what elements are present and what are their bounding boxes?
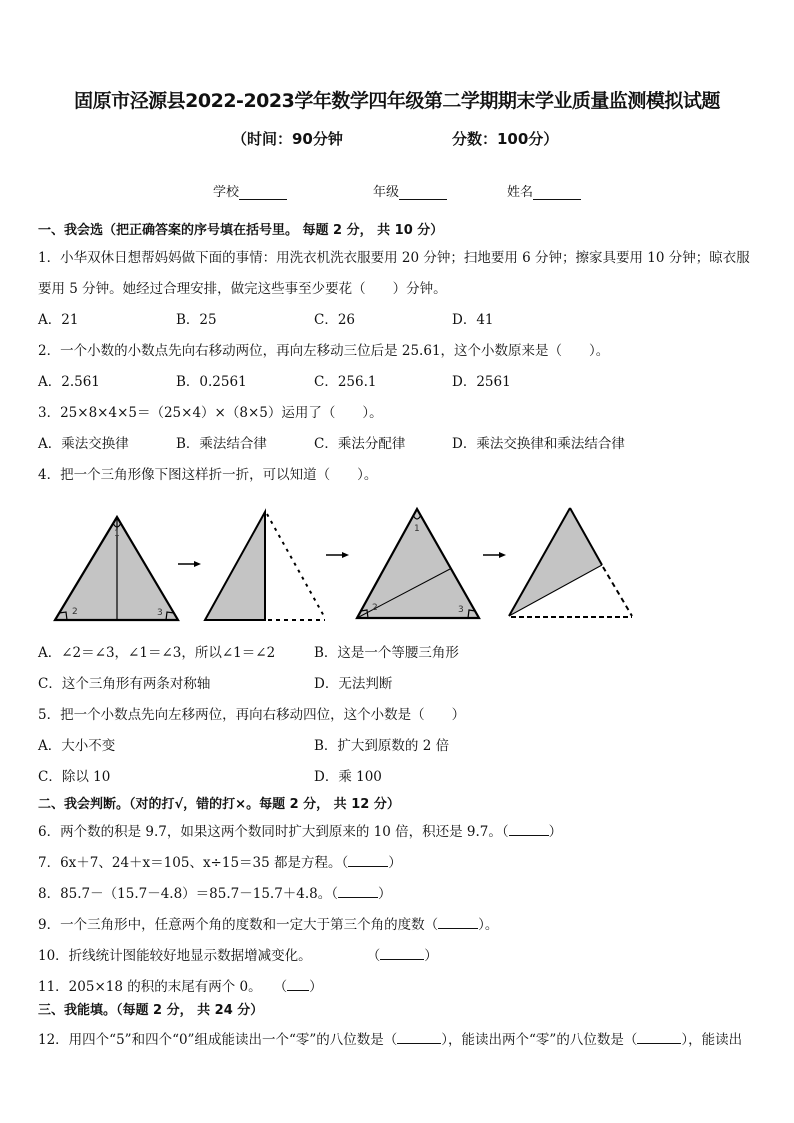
q1-line2: 要用 5 分钟。她经过合理安排，做完这些事至少要花（ ）分钟。 — [38, 281, 447, 297]
grade-label: 年级 — [373, 185, 400, 200]
q4-line1: 4．把一个三角形像下图这样折一折，可以知道（ ）。 — [38, 467, 378, 483]
q1-option-c[interactable]: C．26 — [314, 312, 356, 328]
q6-line — [38, 821, 562, 841]
triangle-fold-figure — [0, 495, 794, 630]
grade-blank[interactable] — [399, 185, 447, 200]
grade-field[interactable] — [373, 181, 447, 200]
q1-option-a[interactable]: A．21 — [38, 312, 79, 328]
q11-close: ） — [309, 979, 323, 995]
q5-option-b[interactable]: B．扩大到原数的 2 倍 — [314, 738, 450, 754]
svg-text:2: 2 — [372, 603, 378, 613]
name-blank[interactable] — [533, 185, 581, 200]
q1-line1: 1．小华双休日想帮妈妈做下面的事情：用洗衣机洗衣服要用 20 分钟；扫地要用 6 分钟；擦家具要用 10 分钟；晾衣服 — [38, 250, 750, 266]
svg-text:1: 1 — [114, 529, 120, 539]
q12-text-1: 12．用四个“5”和四个“0”组成能读出一个“零”的八位数是（ — [38, 1032, 398, 1048]
q12-line — [38, 1029, 742, 1049]
q5-option-a[interactable]: A．大小不变 — [38, 738, 116, 754]
q4-option-c[interactable]: C．这个三角形有两条对称轴 — [38, 676, 211, 692]
q2-option-b[interactable]: B．0.2561 — [176, 374, 247, 390]
q1-option-b[interactable]: B．25 — [176, 312, 217, 328]
exam-time: （时间：90分钟 — [232, 130, 343, 148]
section2-title: 二、我会判断。（对的打√，错的打×。每题 2 分， 共 12 分） — [38, 797, 400, 812]
q8-answer-blank[interactable] — [338, 883, 378, 898]
q7-close: ） — [388, 855, 402, 871]
svg-text:3: 3 — [458, 605, 464, 615]
school-label: 学校 — [213, 185, 240, 200]
school-blank[interactable] — [239, 185, 287, 200]
q6-close: ） — [548, 824, 563, 840]
exam-score: 分数：100分） — [452, 130, 559, 148]
q3-option-a[interactable]: A．乘法交换律 — [38, 436, 129, 452]
q8-close: ） — [378, 886, 392, 902]
q3-option-b[interactable]: B．乘法结合律 — [176, 436, 267, 452]
q6-answer-blank[interactable] — [509, 821, 549, 836]
q8-text: 8．85.7－（15.7－4.8）＝85.7－15.7＋4.8。（ — [38, 886, 339, 902]
q12-answer-blank-2[interactable] — [637, 1029, 681, 1044]
arrow-icon — [326, 552, 349, 558]
q10-answer-blank[interactable] — [380, 945, 424, 960]
triangle-2 — [205, 512, 325, 620]
q2-option-d[interactable]: D．2561 — [452, 374, 511, 390]
q10-open: （ — [366, 948, 381, 964]
name-field[interactable] — [507, 181, 581, 200]
q11-line — [38, 976, 323, 996]
q2-option-a[interactable]: A．2.561 — [38, 374, 100, 390]
arrow-icon — [483, 552, 506, 558]
svg-text:3: 3 — [157, 608, 163, 618]
q12-text-2: ），能读出两个“零”的八位数是（ — [441, 1032, 638, 1048]
q3-line1: 3．25×8×4×5＝（25×4）×（8×5）运用了（ ）。 — [38, 405, 383, 421]
q11-open: （ — [273, 979, 288, 995]
q4-option-b[interactable]: B．这是一个等腰三角形 — [314, 645, 459, 661]
school-field[interactable] — [213, 181, 287, 200]
q11-answer-blank[interactable] — [287, 976, 309, 991]
q7-text: 7．6x＋7、24＋x＝105、x÷15＝35 都是方程。（ — [38, 855, 349, 871]
q9-line — [38, 914, 498, 934]
q6-text: 6．两个数的积是 9.7，如果这两个数同时扩大到原来的 10 倍，积还是 9.7。（ — [38, 824, 509, 840]
q9-text: 9．一个三角形中，任意两个角的度数和一定大于第三个角的度数（ — [38, 917, 439, 933]
triangle-1 — [55, 517, 178, 620]
q8-line — [38, 883, 392, 903]
q12-text-3: ），能读出 — [681, 1032, 743, 1048]
exam-title: 固原市泾源县2022-2023学年数学四年级第二学期期末学业质量监测模拟试题 — [74, 90, 720, 112]
q10-close: ） — [424, 948, 438, 964]
q11-text: 11．205×18 的积的末尾有两个 0。 — [38, 979, 262, 995]
q5-option-d[interactable]: D．乘 100 — [314, 769, 382, 785]
section3-title: 三、我能填。（每题 2 分， 共 24 分） — [38, 1003, 264, 1018]
q9-answer-blank[interactable] — [438, 914, 478, 929]
q2-option-c[interactable]: C．256.1 — [314, 374, 377, 390]
arrow-icon — [178, 561, 201, 567]
triangle-3 — [357, 509, 479, 618]
q3-option-c[interactable]: C．乘法分配律 — [314, 436, 406, 452]
svg-text:1: 1 — [414, 524, 420, 534]
q7-line — [38, 852, 402, 872]
q9-close: ）。 — [478, 917, 499, 933]
q10-line — [38, 945, 438, 965]
q5-option-c[interactable]: C．除以 10 — [38, 769, 111, 785]
svg-text:2: 2 — [72, 607, 78, 617]
q4-option-a[interactable]: A．∠2＝∠3，∠1＝∠3，所以∠1＝∠2 — [38, 645, 276, 661]
name-label: 姓名 — [507, 185, 534, 200]
q10-text: 10．折线统计图能较好地显示数据增减变化。 — [38, 948, 312, 964]
q2-line1: 2．一个小数的小数点先向右移动两位，再向左移动三位后是 25.61，这个小数原来是（ ）。 — [38, 343, 610, 359]
q5-line1: 5．把一个小数点先向左移两位，再向右移动四位，这个小数是（ ） — [38, 707, 466, 723]
section1-title: 一、我会选（把正确答案的序号填在括号里。 每题 2 分， 共 10 分） — [38, 223, 444, 238]
triangle-4 — [509, 508, 632, 617]
q4-option-d[interactable]: D．无法判断 — [314, 676, 393, 692]
q1-option-d[interactable]: D．41 — [452, 312, 494, 328]
q12-answer-blank-1[interactable] — [397, 1029, 441, 1044]
q3-option-d[interactable]: D．乘法交换律和乘法结合律 — [452, 436, 625, 452]
q7-answer-blank[interactable] — [348, 852, 388, 867]
